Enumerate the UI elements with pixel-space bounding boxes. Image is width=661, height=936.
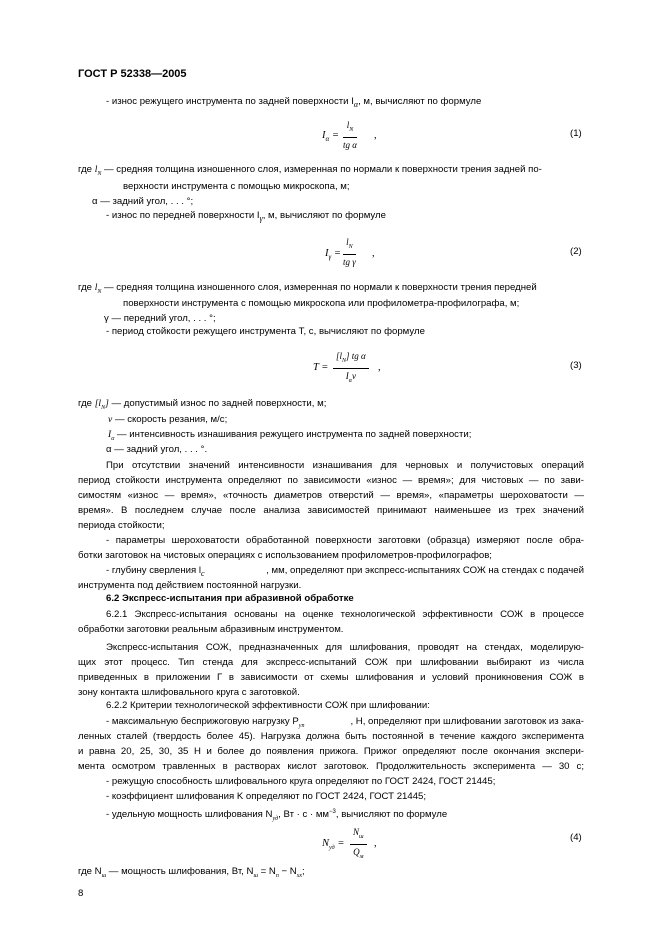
- formula-4-fraction: $N_ш$ $Q_м$: [350, 827, 367, 863]
- section-heading: 6.2 Экспресс-испытания при абразивной обработке: [106, 593, 354, 604]
- page-number: 8: [78, 888, 84, 899]
- formula-3-lhs: T =: [313, 362, 329, 373]
- paragraph-line: - глубину сверления $l_c$ , мм, определяют при экспресс-испытаниях СОЖ на стендах с подачей: [106, 565, 584, 578]
- paragraph-line: мента осмотром травленных в растворах кислот заготовок. Продолжительность эксперимента — 30 с;: [78, 761, 584, 772]
- paragraph-line: инструмента под действием постоянной нагрузки.: [78, 580, 302, 591]
- paragraph-line: период стойкости инструмента определяют по зависимости «износ — время»; для чистовых — по зави-: [78, 475, 584, 486]
- paragraph-line: - коэффициент шлифования K определяют по ГОСТ 2424, ГОСТ 21445;: [106, 791, 427, 802]
- text-line: $I_\alpha$ — интенсивность изнашивания режущего инструмента по задней поверхности;: [108, 429, 472, 442]
- formula-4-number: (4): [570, 832, 582, 843]
- formula-3-comma: ,: [378, 362, 381, 373]
- formula-3-number: (3): [570, 360, 582, 371]
- text-line: v — скорость резания, м/с;: [108, 414, 228, 425]
- text-line: где $[l_N]$ — допустимый износ по задней поверхности, м;: [78, 398, 327, 411]
- paragraph-line: 6.2.1 Экспресс-испытания основаны на оценке технологической эффективности СОЖ в процессе: [106, 609, 584, 620]
- text-line: γ — передний угол, . . . °;: [104, 313, 216, 324]
- formula-2-fraction: $\frac{l_N}{\text{tg γ}}$: [343, 237, 356, 267]
- paragraph-line: Экспресс-испытания СОЖ, предназначенных для шлифования, проводят на стендах, моделирую-: [106, 642, 584, 653]
- paragraph-line: - удельную мощность шлифования $N_{уд}$, Вт · $с \cdot мм^{-3}$, вычисляют по формуле: [106, 809, 448, 823]
- text-line: α — задний угол, . . . °;: [92, 196, 194, 207]
- text-line: - период стойкости режущего инструмента T, с, вычисляют по формуле: [106, 326, 425, 337]
- text-line: - износ по передней поверхности $I_\gamma$, м, вычисляют по формуле: [106, 210, 386, 223]
- paragraph-line: симостям «износ — время», «точность диаметров отверстий — время», «параметры шероховатости —: [78, 490, 584, 501]
- text-line: [106, 96, 481, 111]
- paragraph-line: ботки заготовок на чистовых операциях с использованием профилометров-профилографов;: [78, 550, 492, 561]
- paragraph-line: 6.2.2 Критерии технологической эффективности СОЖ при шлифовании:: [106, 700, 430, 711]
- text-line: поверхности инструмента с помощью микроскопа или профилометра-профилографа, м;: [123, 298, 520, 309]
- paragraph-line: - режущую способность шлифовального круга определяют по ГОСТ 2424, ГОСТ 21445;: [106, 776, 496, 787]
- paragraph-line: периода стойкости;: [78, 520, 165, 531]
- paragraph-line: ленных сталей (твердость более 45). Нагрузка должна быть постоянной в течение каждого эксперимента: [78, 731, 584, 742]
- paragraph-line: При отсутствии значений интенсивности изнашивания для черновых и получистовых операций: [106, 460, 584, 471]
- paragraph-line: и равна 20, 25, 30, 35 Н и более до появления прижога. Прижог определяют после окончания экспери-: [78, 746, 584, 757]
- paragraph-line: - параметры шероховатости обработанной поверхности заготовки (образца) измеряют после обра-: [106, 535, 584, 546]
- paragraph-line: - максимальную бесприжоговую нагрузку $P_{уп}$ , Н, определяют при шлифовании заготовок из зака-: [106, 716, 584, 729]
- paragraph-line: щих этот процесс. Тип стенда для экспресс-испытаний СОЖ при шлифовании выбирают из числа: [78, 657, 584, 668]
- formula-2-comma: ,: [372, 248, 375, 259]
- subscript: α: [353, 99, 359, 109]
- paragraph-line: зону контакта шлифовального круга с заготовкой.: [78, 687, 300, 698]
- formula-2-number: (2): [570, 246, 582, 257]
- paragraph-line: приведенных в приложении Г в зависимости от схемы шлифования и условий проникновения СОЖ в: [78, 672, 584, 683]
- formula-1-fraction: $\frac{l_N}{\text{tg α}}$: [343, 120, 357, 150]
- formula-4-comma: ,: [374, 838, 377, 849]
- formula-4-lhs: $N_{уд}$ =: [322, 838, 345, 852]
- text-line: где $l_N$ — средняя толщина изношенного слоя, измеренная по нормали к поверхности трения передней: [78, 282, 537, 295]
- paragraph-line: время». В последнем случае после анализа зависимостей принимают наименьшее из трех значений: [78, 505, 584, 516]
- paragraph-line: обработки заготовки реальным абразивным инструментом.: [78, 624, 344, 635]
- formula-2-lhs: $I_\gamma$ =: [325, 248, 341, 262]
- text-line: α — задний угол, . . . °.: [106, 444, 208, 455]
- formula-3-fraction: $[l_N]$ tg α $I_\alpha v$: [333, 351, 369, 387]
- text-line: верхности инструмента с помощью микроскопа, м;: [123, 181, 350, 192]
- formula-1-number: (1): [570, 128, 582, 139]
- text-fragment: - износ режущего инструмента по задней поверхности I: [106, 96, 354, 107]
- text-fragment: , м, вычисляют по формуле: [358, 96, 482, 107]
- formula-1-comma: ,: [374, 130, 377, 141]
- text-line: где $N_ш$ — мощность шлифования, Вт, $N_ш = N_п - N_{хх}$;: [78, 866, 305, 879]
- formula-1-lhs: $I_\alpha$ =: [322, 130, 339, 144]
- document-header: ГОСТ Р 52338—2005: [78, 68, 187, 80]
- text-line: где $l_N$ — средняя толщина изношенного слоя, измеренная по нормали к поверхности трения задней по-: [78, 164, 542, 177]
